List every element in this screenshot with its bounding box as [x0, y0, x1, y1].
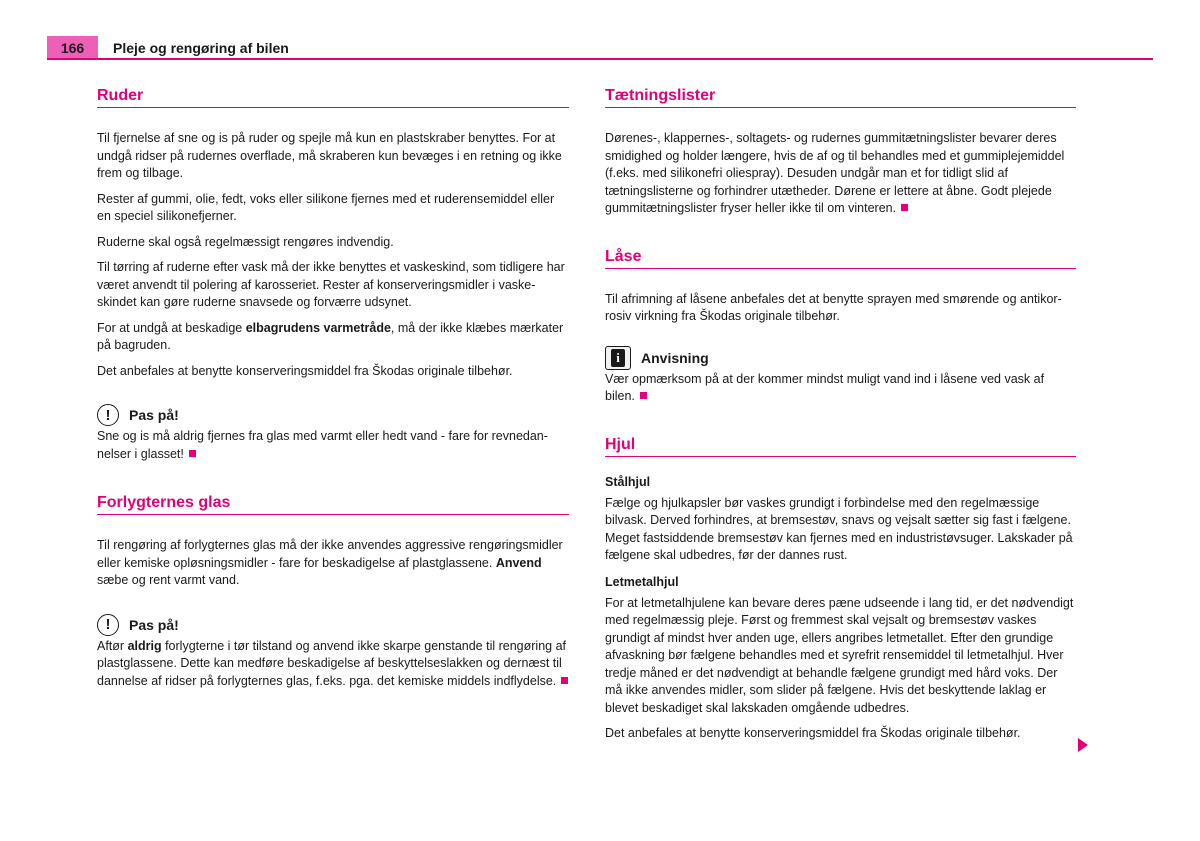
left-column: [97, 86, 569, 690]
end-mark-icon: [189, 450, 196, 457]
warning-icon: !: [97, 614, 119, 636]
ruder-paragraph: For at undgå at beskadige elbagrudens varmetråde, må der ikke klæbes mærkater på bagruden.: [97, 320, 564, 352]
section-heading-forlygter: Forlygternes glas: [97, 493, 569, 515]
ruder-paragraph: Rester af gummi, olie, fedt, voks eller silikone fjernes med et ruderensemiddel eller en speciel silikonefjerner.: [97, 191, 555, 223]
caution-notice: [97, 612, 569, 638]
page-number: 166: [60, 40, 85, 56]
ruder-paragraph: Til fjernelse af sne og is på ruder og spejle må kun en plastskraber benyttes. For at undgå ridser på rudernes overflade, må skraberen kun bevæges i en retning og ikke frem og tilbage.: [97, 131, 562, 180]
ruder-paragraph: Det anbefales at benytte konserveringsmiddel fra Škodas originale tilbehør.: [97, 363, 513, 378]
section-heading-hjul: Hjul: [605, 435, 1076, 457]
ruder-paragraph: Ruderne skal også regelmæssigt rengøres indvendig.: [97, 234, 394, 249]
next-page-arrow-icon: [1078, 738, 1088, 752]
subheading-staalhjul: Stålhjul: [605, 474, 651, 489]
page-header: [47, 36, 1153, 62]
chapter-title: Pleje og rengøring af bilen: [113, 40, 289, 56]
info-label: Anvisning: [641, 349, 709, 366]
subheading-letmetalhjul: Letmetalhjul: [605, 574, 679, 589]
info-text: Vær opmærksom på at der kommer mindst muligt vand ind i låsene ved vask af bilen.: [605, 371, 1045, 403]
taetningslister-paragraph: Dørenes-, klappernes-, soltagets- og rudernes gummitætningslister bevarer deres smidighed og holder længere, hvis de af og til behandles med et gummiplejemiddel (f.eks. med silikonefri oliespray). Desuden undgår man et for tidligt slid af tætningslisterne og forhindrer utætheder. Dørene er lettere at åbne. Godt plejede gummitætningslister fryser heller ikke til om vinteren.: [605, 131, 1065, 215]
final-paragraph: Det anbefales at benytte konserveringsmiddel fra Škodas originale tilbehør.: [605, 726, 1021, 740]
caution-text: Sne og is må aldrig fjernes fra glas med varmt eller hedt vand - fare for revnedannelser i glasset!: [97, 429, 548, 461]
letmetalhjul-paragraph: For at letmetalhjulene kan bevare deres pæne udseende i lang tid, er det nødvendigt med regelmæssig pleje. Først og fremmest skal vejsalt og bremsestøv vaskes grundigt af mindst hver anden uge, ellers angribes letmetallet. Efter den grundige afvaskning bør fælgene behandles med et syrefrit rensemiddel til letmetalhjul. Hver tredje måned er det nødvendigt at behandle fælgene grundigt med hård voks. Der må ikke anvendes midler, som slider på fælgene. Hvis det beskyttende laklag er blevet beskadiget skal lakskaden omgående udbedres.: [605, 595, 1074, 715]
ruder-paragraph: Til tørring af ruderne efter vask må der ikke benyttes et vaskeskind, som tidligere har været anvendt til polering af karosseriet. Rester af konserveringsmidler i vaskeskindet kan gøre ruderne snavsede og forværre udsynet.: [97, 260, 565, 309]
section-heading-taetningslister: Tætningslister: [605, 86, 1076, 108]
end-mark-icon: [901, 204, 908, 211]
info-notice: [605, 345, 1076, 371]
end-mark-icon: [561, 677, 568, 684]
caution-label: Pas på!: [129, 616, 179, 633]
caution-notice: [97, 402, 569, 428]
caution-text: Aftør aldrig forlygterne i tør tilstand og anvend ikke skarpe genstande til rengøring af plastglassene. Dette kan medføre beskadigelse af beskyttelseslakken og dernæst til dannelse af ridser på forlygternes glas, f.eks. pga. det kemiske middels indflydelse.: [97, 638, 569, 691]
staalhjul-paragraph: Fælge og hjulkapsler bør vaskes grundigt i forbindelse med den regelmæssige bilvask. Derved forhindres, at bremsestøv, snavs og vejsalt sætter sig fast i fælgene. Meget fastsiddende bremsestøv kan fjernes med en industristøvsuger. Lakskader på fælgene skal udbedres, før der dannes rust.: [605, 495, 1073, 562]
warning-icon: !: [97, 404, 119, 426]
forlygter-paragraph: Til rengøring af forlygternes glas må der ikke anvendes aggressive rengøringsmidler eller kemiske opløsningsmidler - fare for beskadigelse af plastglassene. Anvend sæbe og rent varmt vand.: [97, 538, 563, 587]
section-heading-ruder: Ruder: [97, 86, 569, 108]
section-heading-laase: Låse: [605, 247, 1076, 269]
end-mark-icon: [640, 392, 647, 399]
caution-label: Pas på!: [129, 407, 179, 423]
info-icon: i: [605, 346, 631, 370]
header-rule: [47, 58, 1153, 60]
laase-paragraph: Til afrimning af låsene anbefales det at benytte sprayen med smørende og antikorrosiv virkning fra Škodas originale tilbehør.: [605, 291, 1062, 323]
right-column: [605, 86, 1076, 743]
